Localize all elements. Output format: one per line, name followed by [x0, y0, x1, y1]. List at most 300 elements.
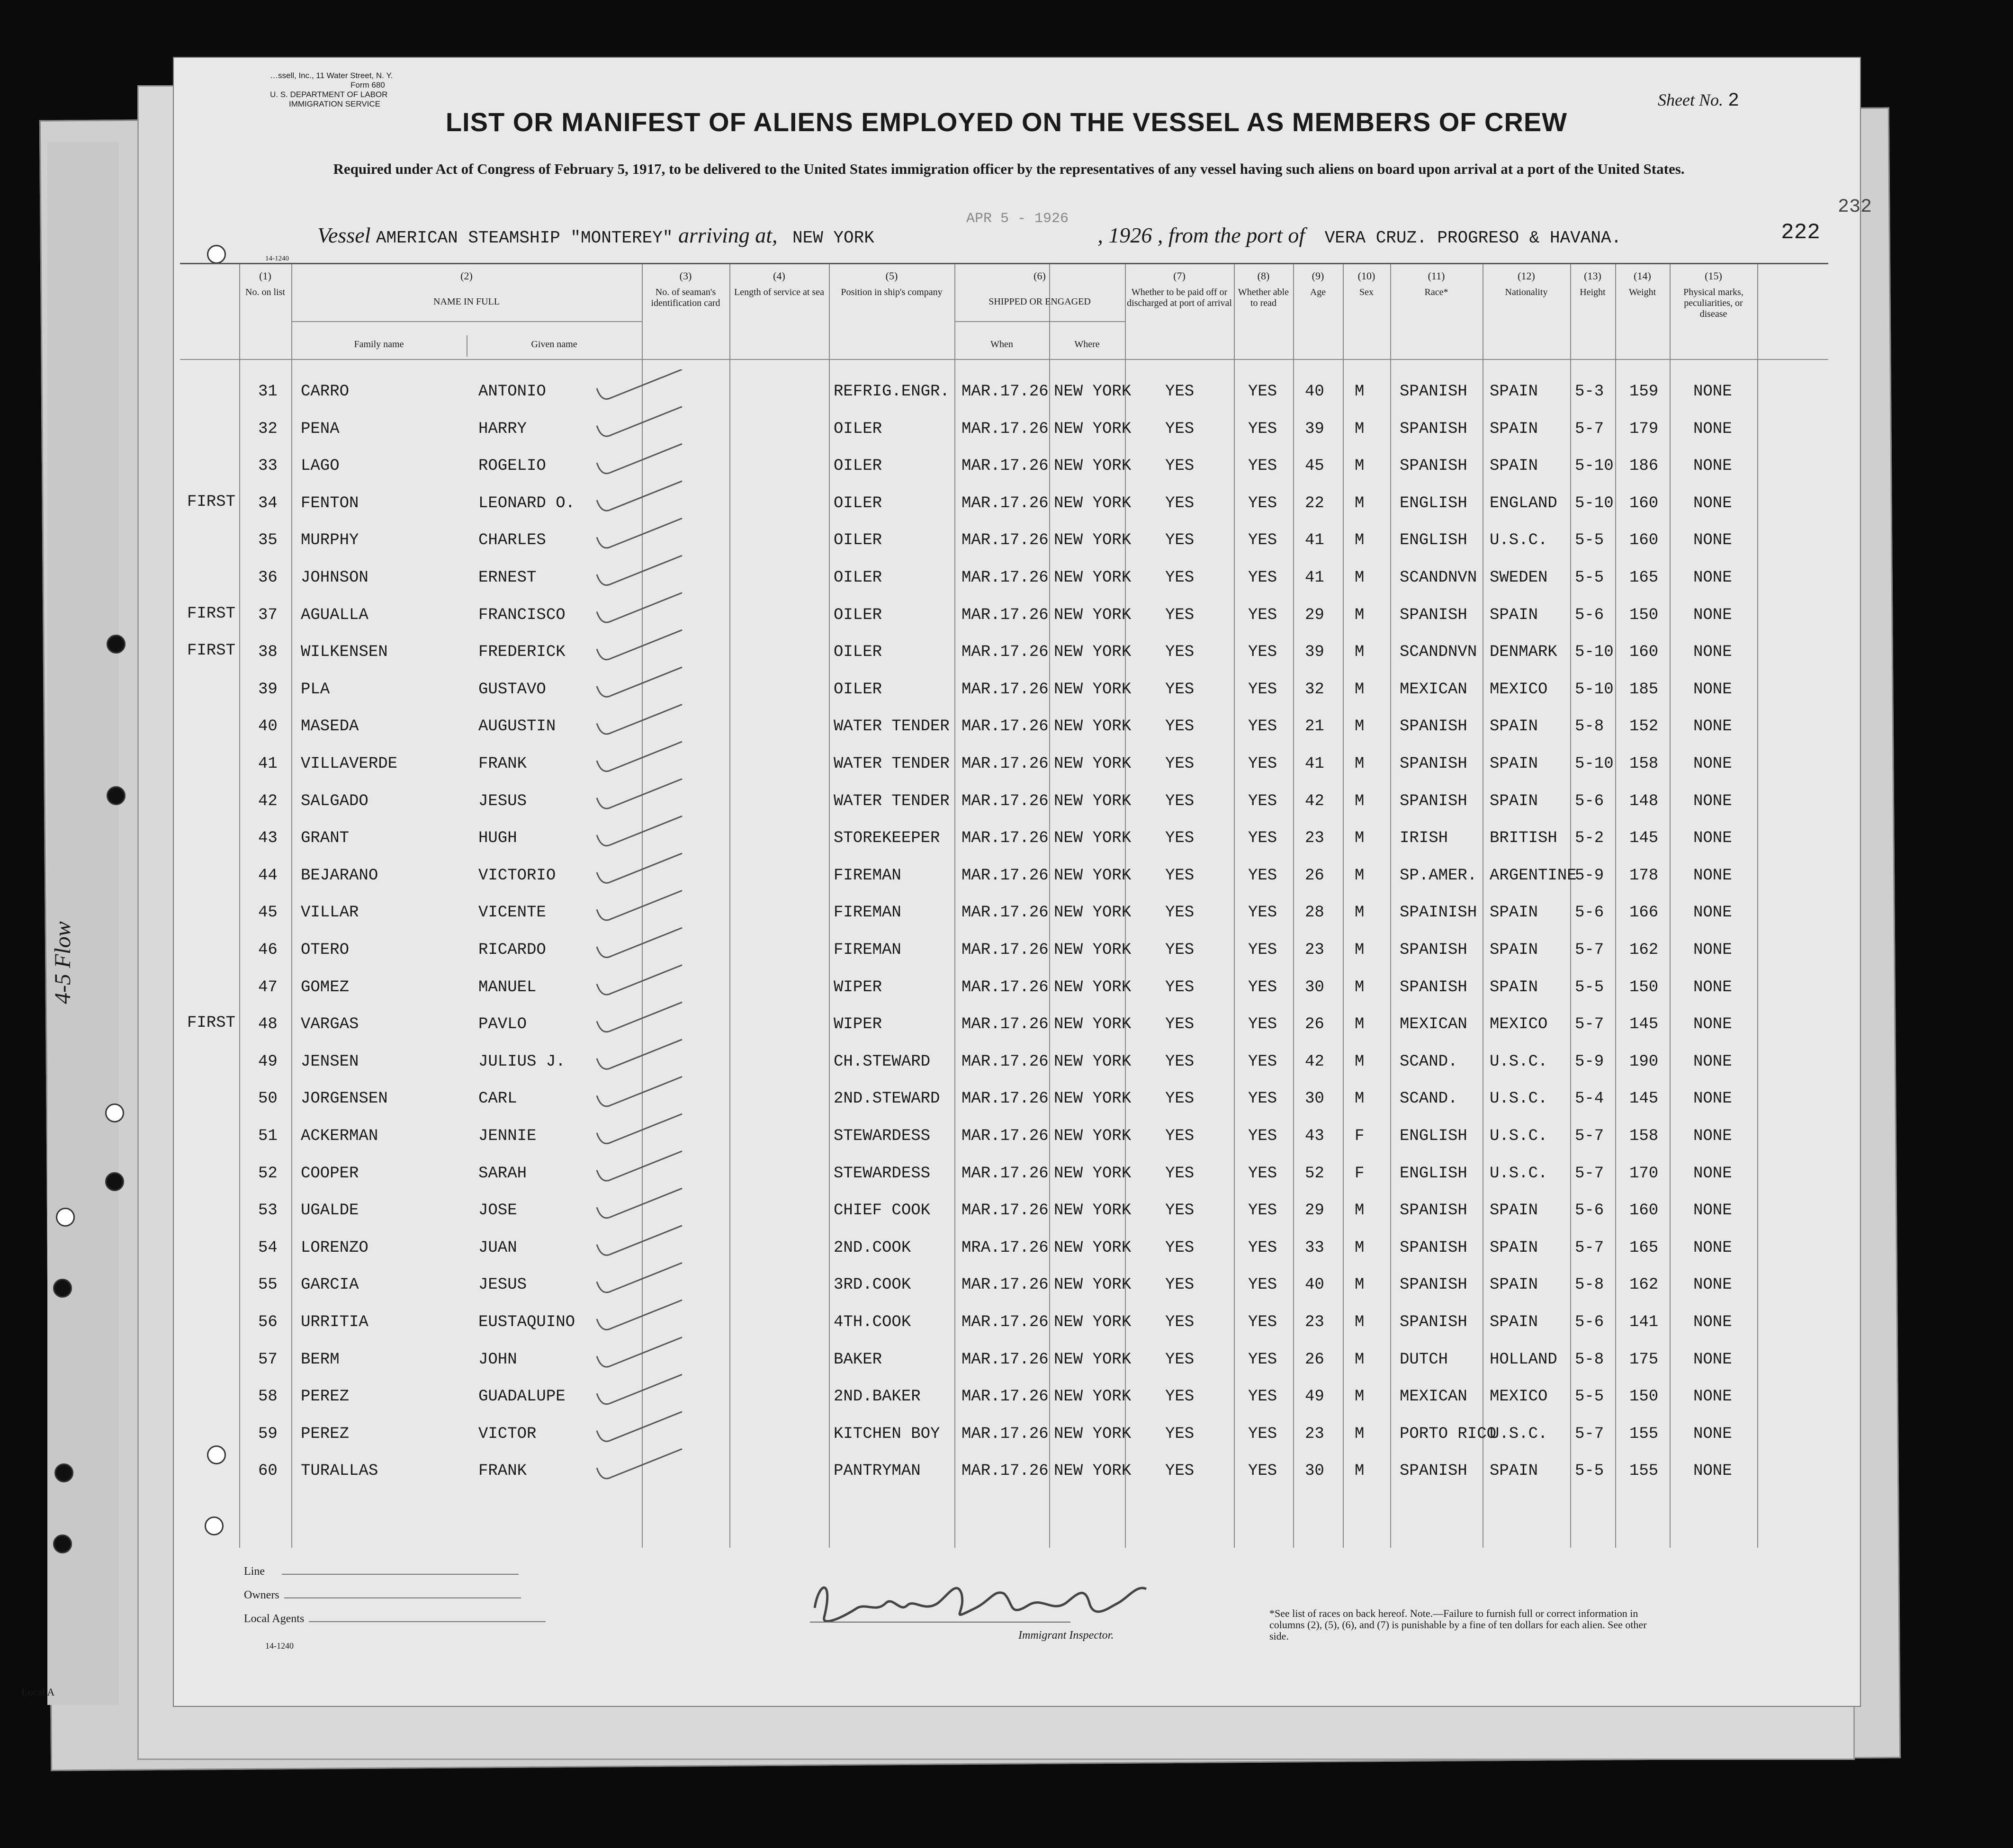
cell-race: SPANISH: [1400, 978, 1467, 996]
cell-height: 5-8: [1575, 1276, 1604, 1294]
cell-height: 5-10: [1575, 494, 1614, 512]
column-header: Race*: [1424, 287, 1448, 297]
cell-when: MAR.17.26: [962, 904, 1049, 922]
cell-position: OILER: [834, 643, 882, 662]
inspector-signature: [805, 1575, 1175, 1632]
cell-height: 5-7: [1575, 941, 1604, 959]
cell-family: CARRO: [301, 383, 350, 401]
cell-position: KITCHEN BOY: [834, 1425, 940, 1443]
cell-weight: 152: [1629, 718, 1659, 736]
cell-height: 5-7: [1575, 1015, 1604, 1034]
cell-family: VILLAVERDE: [301, 755, 398, 773]
cell-age: 41: [1305, 531, 1324, 550]
cell-given: LEONARD O.: [478, 494, 575, 512]
cell-read: YES: [1248, 829, 1277, 848]
agents-field: [244, 1613, 546, 1625]
cell-position: 4TH.COOK: [834, 1313, 911, 1331]
cell-given: ANTONIO: [478, 383, 546, 401]
cell-position: WATER TENDER: [834, 755, 950, 773]
vessel-name: AMERICAN STEAMSHIP "MONTEREY": [376, 228, 673, 248]
cell-paid: YES: [1165, 1015, 1195, 1034]
cell-race: PORTO RICO: [1400, 1425, 1497, 1443]
page-subtitle: Required under Act of Congress of February 5, 1917, to be delivered to the United States immigration officer by the representatives of any vessel having such aliens on board upon arrival at a port of the United States.: [333, 161, 1685, 177]
cell-paid: YES: [1165, 531, 1195, 550]
cell-position: STEWARDESS: [834, 1127, 931, 1145]
cell-weight: 175: [1629, 1350, 1659, 1369]
service: IMMIGRATION SERVICE: [289, 99, 381, 108]
cell-sex: M: [1355, 1350, 1365, 1369]
cell-paid: YES: [1165, 1313, 1195, 1331]
cell-read: YES: [1248, 1388, 1277, 1406]
cell-family: AGUALLA: [301, 606, 368, 624]
cell-height: 5-7: [1575, 420, 1604, 438]
cell-race: SPANISH: [1400, 1313, 1467, 1331]
cell-family: BEJARANO: [301, 866, 378, 885]
cell-height: 5-7: [1575, 1164, 1604, 1183]
cell-read: YES: [1248, 606, 1277, 624]
page-title: LIST OR MANIFEST OF ALIENS EMPLOYED ON THE VESSEL AS MEMBERS OF CREW: [445, 107, 1568, 137]
cell-paid: YES: [1165, 1350, 1195, 1369]
cell-height: 5-6: [1575, 1313, 1604, 1331]
cell-read: YES: [1248, 978, 1277, 996]
cell-where: NEW YORK: [1054, 829, 1132, 848]
cell-age: 43: [1305, 1127, 1324, 1145]
column-header: Sex: [1359, 287, 1374, 297]
check-mark: [597, 593, 682, 623]
cell-paid: YES: [1165, 643, 1195, 662]
cell-where: NEW YORK: [1054, 1090, 1132, 1108]
punch-hole: [53, 1279, 72, 1298]
department: U. S. DEPARTMENT OF LABOR: [270, 90, 388, 99]
cell-weight: 179: [1629, 420, 1659, 438]
column-number: (8): [1257, 270, 1270, 282]
cell-given: JESUS: [478, 792, 527, 810]
cell-family: TURALLAS: [301, 1462, 378, 1480]
check-mark: [597, 556, 682, 585]
cell-race: SPANISH: [1400, 941, 1467, 959]
cell-age: 32: [1305, 680, 1324, 699]
cell-height: 5-6: [1575, 904, 1604, 922]
cell-sex: M: [1355, 792, 1365, 810]
cell-family: JOHNSON: [301, 569, 368, 587]
date-stamp: APR 5 - 1926: [966, 211, 1069, 227]
cell-marks: NONE: [1693, 420, 1732, 438]
cell-when: MAR.17.26: [962, 1276, 1049, 1294]
cell-no: 48: [258, 1015, 278, 1034]
publisher: …ssell, Inc., 11 Water Street, N. Y.: [270, 71, 393, 80]
cell-no: 41: [258, 755, 278, 773]
cell-read: YES: [1248, 1462, 1277, 1480]
cell-no: 58: [258, 1388, 278, 1406]
cell-race: ENGLISH: [1400, 1127, 1467, 1145]
cell-sex: M: [1355, 494, 1365, 512]
cell-height: 5-3: [1575, 383, 1604, 401]
cell-race: SPANISH: [1400, 457, 1467, 475]
cell-age: 30: [1305, 978, 1324, 996]
form-ref-top: 14-1240: [265, 255, 289, 262]
cell-nat: SPAIN: [1490, 792, 1538, 810]
cell-race: SCAND.: [1400, 1052, 1458, 1071]
cell-given: EUSTAQUINO: [478, 1313, 575, 1331]
cell-where: NEW YORK: [1054, 643, 1132, 662]
cell-sex: M: [1355, 606, 1365, 624]
cell-age: 39: [1305, 420, 1324, 438]
cell-sex: M: [1355, 1015, 1365, 1034]
cell-weight: 145: [1629, 1090, 1659, 1108]
cell-age: 26: [1305, 866, 1324, 885]
cell-given: JENNIE: [478, 1127, 537, 1145]
cell-nat: SPAIN: [1490, 1202, 1538, 1220]
cell-race: SPANISH: [1400, 383, 1467, 401]
cell-age: 41: [1305, 755, 1324, 773]
cell-sex: M: [1355, 1276, 1365, 1294]
cell-where: NEW YORK: [1054, 680, 1132, 699]
cell-paid: YES: [1165, 1090, 1195, 1108]
cell-paid: YES: [1165, 904, 1195, 922]
cell-given: CARL: [478, 1090, 517, 1108]
cell-weight: 155: [1629, 1425, 1659, 1443]
cell-where: NEW YORK: [1054, 1425, 1132, 1443]
punch-hole: [107, 635, 126, 654]
cell-nat: MEXICO: [1490, 680, 1548, 699]
cell-family: UGALDE: [301, 1202, 359, 1220]
cell-no: 31: [258, 383, 278, 401]
cell-nat: SPAIN: [1490, 755, 1538, 773]
check-mark: [597, 928, 682, 958]
cell-height: 5-9: [1575, 1052, 1604, 1071]
cell-position: OILER: [834, 606, 882, 624]
cell-nat: SPAIN: [1490, 420, 1538, 438]
column-header: Length of service at sea: [734, 287, 824, 297]
header-divider: [180, 359, 1828, 360]
line-field: [244, 1565, 519, 1578]
cell-weight: 150: [1629, 1388, 1659, 1406]
cell-no: 34: [258, 494, 278, 512]
margin-annotation: 4-5 Flow: [50, 921, 75, 1004]
column-number: (2): [460, 270, 473, 282]
column-header: Nationality: [1505, 287, 1548, 297]
column-number: (7): [1173, 270, 1186, 282]
cell-height: 5-6: [1575, 792, 1604, 810]
check-mark: [597, 518, 682, 548]
cell-family: VILLAR: [301, 904, 359, 922]
check-mark: [597, 1077, 682, 1106]
cell-age: 23: [1305, 941, 1324, 959]
cell-read: YES: [1248, 1350, 1277, 1369]
cell-where: NEW YORK: [1054, 1052, 1132, 1071]
cell-nat: U.S.C.: [1490, 531, 1548, 550]
cell-given: FRANK: [478, 1462, 527, 1480]
cell-family: MASEDA: [301, 718, 359, 736]
cell-marks: NONE: [1693, 1462, 1732, 1480]
cell-age: 28: [1305, 904, 1324, 922]
class-note: FIRST: [187, 493, 236, 511]
column-number: (12): [1518, 270, 1535, 282]
cell-where: NEW YORK: [1054, 1388, 1132, 1406]
cell-where: NEW YORK: [1054, 1202, 1132, 1220]
cell-sex: M: [1355, 643, 1365, 662]
cell-when: MAR.17.26: [962, 866, 1049, 885]
cell-weight: 186: [1629, 457, 1659, 475]
cell-race: DUTCH: [1400, 1350, 1448, 1369]
cell-no: 44: [258, 866, 278, 885]
check-mark: [597, 779, 682, 809]
cell-weight: 155: [1629, 1462, 1659, 1480]
cell-sex: M: [1355, 680, 1365, 699]
cell-given: MANUEL: [478, 978, 537, 996]
cell-given: AUGUSTIN: [478, 718, 556, 736]
cell-race: SPANISH: [1400, 1238, 1467, 1257]
cell-when: MAR.17.26: [962, 680, 1049, 699]
cell-weight: 150: [1629, 978, 1659, 996]
cell-position: FIREMAN: [834, 941, 901, 959]
cell-race: SPANISH: [1400, 755, 1467, 773]
cell-family: PLA: [301, 680, 330, 699]
cell-read: YES: [1248, 941, 1277, 959]
cell-no: 38: [258, 643, 278, 662]
cell-weight: 162: [1629, 941, 1659, 959]
column-number: (5): [885, 270, 898, 282]
cell-age: 23: [1305, 1425, 1324, 1443]
check-mark: [597, 667, 682, 697]
cell-given: SARAH: [478, 1164, 527, 1183]
cell-no: 46: [258, 941, 278, 959]
cell-marks: NONE: [1693, 1127, 1732, 1145]
cell-given: ROGELIO: [478, 457, 546, 475]
cell-given: JESUS: [478, 1276, 527, 1294]
cell-sex: M: [1355, 1238, 1365, 1257]
cell-marks: NONE: [1693, 1015, 1732, 1034]
cell-height: 5-10: [1575, 643, 1614, 662]
cell-read: YES: [1248, 1425, 1277, 1443]
cell-where: NEW YORK: [1054, 1313, 1132, 1331]
cell-paid: YES: [1165, 420, 1195, 438]
cell-weight: 150: [1629, 606, 1659, 624]
cell-nat: MEXICO: [1490, 1015, 1548, 1034]
cell-age: 41: [1305, 569, 1324, 587]
cell-position: STEWARDESS: [834, 1164, 931, 1183]
cell-read: YES: [1248, 1238, 1277, 1257]
sheet-value: 2: [1727, 90, 1739, 112]
column-header: Weight: [1628, 287, 1656, 297]
cell-when: MAR.17.26: [962, 531, 1049, 550]
cell-weight: 165: [1629, 1238, 1659, 1257]
cell-position: PANTRYMAN: [834, 1462, 921, 1480]
cell-height: 5-2: [1575, 829, 1604, 848]
column-header: Height: [1580, 287, 1606, 297]
cell-race: SP.AMER.: [1400, 866, 1477, 885]
cell-race: SCANDNVN: [1400, 569, 1477, 587]
cell-no: 40: [258, 718, 278, 736]
cell-marks: NONE: [1693, 1276, 1732, 1294]
cell-when: MAR.17.26: [962, 792, 1049, 810]
cell-nat: U.S.C.: [1490, 1052, 1548, 1071]
cell-age: 49: [1305, 1388, 1324, 1406]
cell-where: NEW YORK: [1054, 1276, 1132, 1294]
cell-no: 60: [258, 1462, 278, 1480]
cell-age: 39: [1305, 643, 1324, 662]
cell-read: YES: [1248, 531, 1277, 550]
cell-age: 30: [1305, 1462, 1324, 1480]
cell-weight: 141: [1629, 1313, 1659, 1331]
cell-family: FENTON: [301, 494, 359, 512]
check-mark: [597, 704, 682, 734]
cell-nat: SPAIN: [1490, 383, 1538, 401]
cell-where: NEW YORK: [1054, 792, 1132, 810]
cell-family: VARGAS: [301, 1015, 359, 1034]
cell-when: MAR.17.26: [962, 978, 1049, 996]
cell-paid: YES: [1165, 1276, 1195, 1294]
cell-marks: NONE: [1693, 1388, 1732, 1406]
check-mark: [597, 1263, 682, 1292]
cell-read: YES: [1248, 1313, 1277, 1331]
check-mark: [597, 816, 682, 846]
owners-label: Owners: [244, 1589, 279, 1601]
cell-where: NEW YORK: [1054, 420, 1132, 438]
cell-height: 5-10: [1575, 755, 1614, 773]
cell-nat: SPAIN: [1490, 1462, 1538, 1480]
cell-nat: SPAIN: [1490, 1276, 1538, 1294]
cell-given: HUGH: [478, 829, 517, 848]
cell-nat: U.S.C.: [1490, 1164, 1548, 1183]
cell-given: RICARDO: [478, 941, 546, 959]
punch-hole: [54, 1463, 73, 1482]
cell-where: NEW YORK: [1054, 606, 1132, 624]
cell-age: 45: [1305, 457, 1324, 475]
subheader-rule: [291, 321, 642, 322]
cell-sex: M: [1355, 978, 1365, 996]
check-mark: [597, 481, 682, 511]
owners-field: [244, 1589, 521, 1602]
check-mark: [597, 1374, 682, 1404]
cell-position: OILER: [834, 531, 882, 550]
cell-nat: SPAIN: [1490, 904, 1538, 922]
cell-paid: YES: [1165, 829, 1195, 848]
cell-family: OTERO: [301, 941, 350, 959]
cell-when: MAR.17.26: [962, 1388, 1049, 1406]
cell-race: SCAND.: [1400, 1090, 1458, 1108]
subheader-rule: [954, 321, 1125, 322]
cell-read: YES: [1248, 1276, 1277, 1294]
cell-family: WILKENSEN: [301, 643, 388, 662]
cell-where: NEW YORK: [1054, 494, 1132, 512]
cell-read: YES: [1248, 718, 1277, 736]
cell-position: WATER TENDER: [834, 718, 950, 736]
cell-when: MAR.17.26: [962, 829, 1049, 848]
cell-marks: NONE: [1693, 531, 1732, 550]
cell-no: 57: [258, 1350, 278, 1369]
cell-when: MAR.17.26: [962, 755, 1049, 773]
cell-height: 5-6: [1575, 606, 1604, 624]
cell-paid: YES: [1165, 1462, 1195, 1480]
cell-family: GARCIA: [301, 1276, 359, 1294]
cell-height: 5-5: [1575, 569, 1604, 587]
cell-race: SPAINISH: [1400, 904, 1477, 922]
cell-sex: M: [1355, 718, 1365, 736]
column-number: (13): [1584, 270, 1601, 282]
cell-age: 22: [1305, 494, 1324, 512]
cell-weight: 159: [1629, 383, 1659, 401]
cell-position: WATER TENDER: [834, 792, 950, 810]
cell-marks: NONE: [1693, 1202, 1732, 1220]
cell-age: 52: [1305, 1164, 1324, 1183]
punch-hole: [207, 245, 226, 264]
cell-marks: NONE: [1693, 829, 1732, 848]
cell-sex: M: [1355, 1425, 1365, 1443]
cell-sex: M: [1355, 457, 1365, 475]
column-header: Position in ship's company: [841, 287, 943, 297]
cell-race: SPANISH: [1400, 606, 1467, 624]
subheader-when: When: [990, 339, 1013, 350]
cell-race: SPANISH: [1400, 792, 1467, 810]
column-number: (1): [259, 270, 271, 282]
cell-race: IRISH: [1400, 829, 1448, 848]
cell-when: MAR.17.26: [962, 941, 1049, 959]
cell-height: 5-8: [1575, 718, 1604, 736]
cell-where: NEW YORK: [1054, 1462, 1132, 1480]
cell-no: 37: [258, 606, 278, 624]
cell-nat: SPAIN: [1490, 457, 1538, 475]
check-mark: [597, 1300, 682, 1330]
cell-weight: 145: [1629, 829, 1659, 848]
cell-paid: YES: [1165, 1127, 1195, 1145]
year-label: , 1926 , from the port of: [1097, 223, 1305, 247]
cell-paid: YES: [1165, 1388, 1195, 1406]
cell-age: 26: [1305, 1350, 1324, 1369]
cell-given: VICENTE: [478, 904, 546, 922]
cell-no: 33: [258, 457, 278, 475]
column-number: (10): [1357, 270, 1375, 282]
cell-position: 2ND.BAKER: [834, 1388, 921, 1406]
cell-position: OILER: [834, 457, 882, 475]
column-header: SHIPPED OR ENGAGED: [989, 296, 1091, 307]
cell-age: 33: [1305, 1238, 1324, 1257]
cell-read: YES: [1248, 383, 1277, 401]
cell-read: YES: [1248, 1127, 1277, 1145]
punch-hole: [105, 1103, 124, 1122]
cell-height: 5-7: [1575, 1425, 1604, 1443]
agents-label: Local Agents: [244, 1613, 305, 1625]
cell-marks: NONE: [1693, 755, 1732, 773]
punch-hole: [105, 1172, 124, 1191]
check-mark: [597, 1002, 682, 1032]
cell-where: NEW YORK: [1054, 866, 1132, 885]
column-header: No. of seaman's identification card: [651, 287, 720, 308]
cell-paid: YES: [1165, 383, 1195, 401]
cell-sex: M: [1355, 1388, 1365, 1406]
cell-where: NEW YORK: [1054, 383, 1132, 401]
cell-sex: M: [1355, 569, 1365, 587]
cell-when: MAR.17.26: [962, 383, 1049, 401]
column-number: (6): [1033, 270, 1046, 282]
cell-height: 5-8: [1575, 1350, 1604, 1369]
cell-age: 21: [1305, 718, 1324, 736]
cell-family: PENA: [301, 420, 340, 438]
arriving-label: arriving at,: [678, 223, 778, 247]
cell-nat: DENMARK: [1490, 643, 1557, 662]
cell-read: YES: [1248, 1015, 1277, 1034]
cell-where: NEW YORK: [1054, 1350, 1132, 1369]
cell-where: NEW YORK: [1054, 978, 1132, 996]
check-mark: [597, 407, 682, 437]
footnote: *See list of races on back hereof. Note.—Failure to furnish full or correct information in columns (2), (5), (6), and (7) is punishable by a fine of ten dollars for each alien. See other side.: [1269, 1607, 1647, 1642]
cell-no: 52: [258, 1164, 278, 1183]
cell-height: 5-5: [1575, 978, 1604, 996]
cell-position: OILER: [834, 494, 882, 512]
cell-marks: NONE: [1693, 680, 1732, 699]
cell-given: JOHN: [478, 1350, 517, 1369]
cell-position: CHIEF COOK: [834, 1202, 931, 1220]
